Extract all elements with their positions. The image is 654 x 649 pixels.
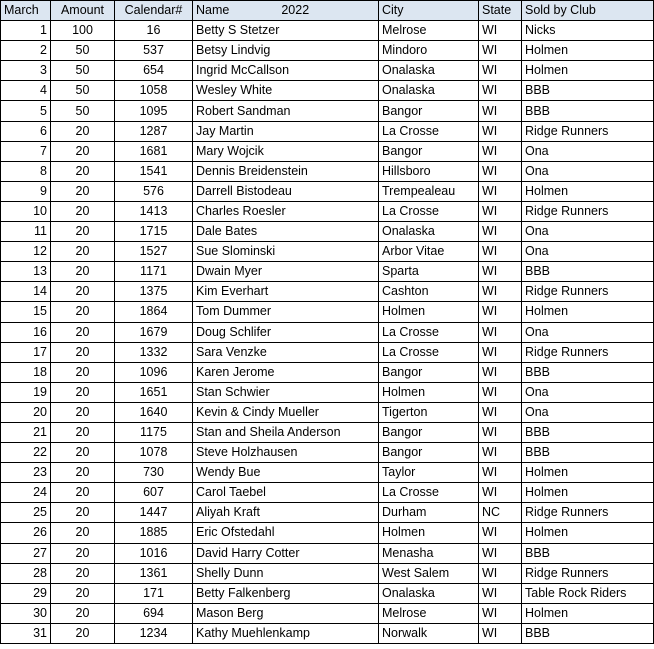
table-row [1, 201, 654, 221]
cell-amount: 20 [51, 623, 115, 643]
cell-club: Holmen [522, 61, 654, 81]
cell-amount: 50 [51, 41, 115, 61]
table-row [1, 543, 654, 563]
cell-name: Karen Jerome [193, 362, 379, 382]
cell-calendar: 607 [115, 483, 193, 503]
cell-city: Bangor [379, 141, 479, 161]
cell-city: Sparta [379, 262, 479, 282]
cell-club: Ridge Runners [522, 563, 654, 583]
cell-amount: 100 [51, 21, 115, 41]
cell-amount: 20 [51, 443, 115, 463]
cell-state: WI [479, 603, 522, 623]
cell-city: Tigerton [379, 402, 479, 422]
table-row [1, 523, 654, 543]
cell-calendar: 1171 [115, 262, 193, 282]
cell-club: Holmen [522, 483, 654, 503]
table-row [1, 603, 654, 623]
cell-club: BBB [522, 422, 654, 442]
cell-amount: 20 [51, 222, 115, 242]
cell-club: Ridge Runners [522, 201, 654, 221]
cell-calendar: 1095 [115, 101, 193, 121]
cell-state: WI [479, 563, 522, 583]
cell-march: 15 [1, 302, 51, 322]
table-row [1, 503, 654, 523]
cell-name: Darrell Bistodeau [193, 181, 379, 201]
cell-name: Tom Dummer [193, 302, 379, 322]
cell-calendar: 1541 [115, 161, 193, 181]
cell-march: 1 [1, 21, 51, 41]
cell-club: Ridge Runners [522, 121, 654, 141]
cell-city: La Crosse [379, 201, 479, 221]
cell-city: Bangor [379, 422, 479, 442]
cell-city: Hillsboro [379, 161, 479, 181]
cell-city: Menasha [379, 543, 479, 563]
header-year: 2022 [281, 3, 310, 18]
cell-city: Bangor [379, 443, 479, 463]
cell-state: WI [479, 141, 522, 161]
table-row [1, 443, 654, 463]
cell-state: WI [479, 282, 522, 302]
cell-amount: 20 [51, 523, 115, 543]
table-row [1, 483, 654, 503]
cell-march: 13 [1, 262, 51, 282]
cell-amount: 20 [51, 181, 115, 201]
cell-name: Shelly Dunn [193, 563, 379, 583]
cell-calendar: 1715 [115, 222, 193, 242]
cell-name: Betty Falkenberg [193, 583, 379, 603]
table-row [1, 121, 654, 141]
cell-calendar: 1016 [115, 543, 193, 563]
cell-state: WI [479, 443, 522, 463]
cell-calendar: 1681 [115, 141, 193, 161]
table-row [1, 81, 654, 101]
cell-state: WI [479, 483, 522, 503]
cell-calendar: 1864 [115, 302, 193, 322]
cell-march: 3 [1, 61, 51, 81]
cell-march: 9 [1, 181, 51, 201]
cell-state: WI [479, 623, 522, 643]
header-city: City [379, 1, 479, 21]
cell-city: Taylor [379, 463, 479, 483]
cell-calendar: 1287 [115, 121, 193, 141]
header-march: March [1, 1, 51, 21]
cell-march: 14 [1, 282, 51, 302]
cell-city: Durham [379, 503, 479, 523]
cell-march: 30 [1, 603, 51, 623]
table-row [1, 463, 654, 483]
cell-amount: 20 [51, 262, 115, 282]
table-body [1, 21, 654, 644]
cell-march: 29 [1, 583, 51, 603]
cell-amount: 20 [51, 322, 115, 342]
cell-name: Wendy Bue [193, 463, 379, 483]
cell-state: WI [479, 41, 522, 61]
cell-name: Dennis Breidenstein [193, 161, 379, 181]
cell-calendar: 1361 [115, 563, 193, 583]
cell-state: WI [479, 201, 522, 221]
cell-club: Ona [522, 322, 654, 342]
cell-name: Dwain Myer [193, 262, 379, 282]
cell-state: WI [479, 362, 522, 382]
cell-club: Ridge Runners [522, 342, 654, 362]
cell-city: Melrose [379, 21, 479, 41]
cell-amount: 20 [51, 402, 115, 422]
cell-name: David Harry Cotter [193, 543, 379, 563]
cell-city: Arbor Vitae [379, 242, 479, 262]
table-row [1, 322, 654, 342]
cell-city: Bangor [379, 101, 479, 121]
cell-name: Doug Schlifer [193, 322, 379, 342]
cell-club: Ona [522, 141, 654, 161]
cell-calendar: 1375 [115, 282, 193, 302]
cell-amount: 20 [51, 603, 115, 623]
cell-city: Onalaska [379, 81, 479, 101]
cell-march: 5 [1, 101, 51, 121]
cell-name: Aliyah Kraft [193, 503, 379, 523]
table-row [1, 282, 654, 302]
header-row [1, 1, 654, 21]
cell-amount: 20 [51, 121, 115, 141]
cell-march: 8 [1, 161, 51, 181]
table-row [1, 563, 654, 583]
cell-state: WI [479, 61, 522, 81]
cell-state: WI [479, 21, 522, 41]
cell-club: Holmen [522, 463, 654, 483]
cell-calendar: 171 [115, 583, 193, 603]
cell-state: WI [479, 463, 522, 483]
table-row [1, 382, 654, 402]
cell-name: Mary Wojcik [193, 141, 379, 161]
cell-calendar: 1332 [115, 342, 193, 362]
cell-state: WI [479, 181, 522, 201]
cell-amount: 20 [51, 282, 115, 302]
cell-amount: 20 [51, 382, 115, 402]
cell-city: La Crosse [379, 342, 479, 362]
table-row [1, 101, 654, 121]
cell-club: BBB [522, 623, 654, 643]
cell-name: Eric Ofstedahl [193, 523, 379, 543]
cell-calendar: 1640 [115, 402, 193, 422]
cell-club: Ona [522, 222, 654, 242]
cell-amount: 20 [51, 483, 115, 503]
cell-calendar: 730 [115, 463, 193, 483]
cell-calendar: 1679 [115, 322, 193, 342]
cell-name: Ingrid McCallson [193, 61, 379, 81]
cell-calendar: 1447 [115, 503, 193, 523]
cell-amount: 20 [51, 362, 115, 382]
cell-club: Holmen [522, 41, 654, 61]
cell-name: Charles Roesler [193, 201, 379, 221]
cell-calendar: 1885 [115, 523, 193, 543]
cell-city: Holmen [379, 382, 479, 402]
cell-calendar: 1527 [115, 242, 193, 262]
cell-amount: 20 [51, 583, 115, 603]
cell-club: Ridge Runners [522, 282, 654, 302]
cell-name: Steve Holzhausen [193, 443, 379, 463]
cell-state: WI [479, 242, 522, 262]
cell-march: 27 [1, 543, 51, 563]
table-row [1, 41, 654, 61]
cell-state: WI [479, 402, 522, 422]
cell-calendar: 537 [115, 41, 193, 61]
cell-calendar: 1058 [115, 81, 193, 101]
cell-club: Table Rock Riders [522, 583, 654, 603]
cell-club: BBB [522, 443, 654, 463]
table-row [1, 262, 654, 282]
cell-amount: 50 [51, 81, 115, 101]
cell-city: Bangor [379, 362, 479, 382]
cell-city: La Crosse [379, 322, 479, 342]
cell-city: Norwalk [379, 623, 479, 643]
header-state: State [479, 1, 522, 21]
cell-amount: 50 [51, 101, 115, 121]
table-row [1, 141, 654, 161]
cell-club: Ridge Runners [522, 503, 654, 523]
cell-name: Stan and Sheila Anderson [193, 422, 379, 442]
cell-march: 7 [1, 141, 51, 161]
cell-march: 4 [1, 81, 51, 101]
cell-name: Betty S Stetzer [193, 21, 379, 41]
cell-march: 17 [1, 342, 51, 362]
cell-calendar: 1175 [115, 422, 193, 442]
cell-amount: 20 [51, 201, 115, 221]
cell-name: Wesley White [193, 81, 379, 101]
header-name: Name [196, 3, 230, 18]
table-row [1, 342, 654, 362]
cell-city: West Salem [379, 563, 479, 583]
cell-calendar: 576 [115, 181, 193, 201]
cell-amount: 20 [51, 563, 115, 583]
cell-amount: 20 [51, 503, 115, 523]
cell-club: Holmen [522, 302, 654, 322]
cell-city: Trempealeau [379, 181, 479, 201]
header-calendar: Calendar# [115, 1, 193, 21]
table-row [1, 222, 654, 242]
cell-state: WI [479, 121, 522, 141]
cell-calendar: 654 [115, 61, 193, 81]
cell-state: WI [479, 422, 522, 442]
cell-city: La Crosse [379, 483, 479, 503]
cell-state: WI [479, 322, 522, 342]
cell-city: Holmen [379, 302, 479, 322]
cell-club: BBB [522, 81, 654, 101]
cell-name: Sue Slominski [193, 242, 379, 262]
cell-name: Robert Sandman [193, 101, 379, 121]
cell-name: Stan Schwier [193, 382, 379, 402]
cell-city: Onalaska [379, 61, 479, 81]
cell-name: Kevin & Cindy Mueller [193, 402, 379, 422]
cell-state: WI [479, 583, 522, 603]
cell-club: Holmen [522, 603, 654, 623]
cell-march: 22 [1, 443, 51, 463]
table-row [1, 583, 654, 603]
header-name-cell [193, 1, 379, 21]
table-row [1, 61, 654, 81]
cell-name: Carol Taebel [193, 483, 379, 503]
cell-city: Holmen [379, 523, 479, 543]
cell-march: 26 [1, 523, 51, 543]
cell-march: 25 [1, 503, 51, 523]
header-amount: Amount [51, 1, 115, 21]
cell-amount: 20 [51, 422, 115, 442]
cell-amount: 20 [51, 342, 115, 362]
cell-state: WI [479, 101, 522, 121]
cell-city: Onalaska [379, 583, 479, 603]
cell-amount: 20 [51, 161, 115, 181]
cell-march: 18 [1, 362, 51, 382]
cell-calendar: 1413 [115, 201, 193, 221]
cell-name: Kathy Muehlenkamp [193, 623, 379, 643]
cell-march: 11 [1, 222, 51, 242]
cell-calendar: 1096 [115, 362, 193, 382]
cell-state: WI [479, 262, 522, 282]
cell-club: Ona [522, 242, 654, 262]
cell-march: 21 [1, 422, 51, 442]
table-row [1, 21, 654, 41]
cell-club: Holmen [522, 181, 654, 201]
cell-march: 28 [1, 563, 51, 583]
table-row [1, 623, 654, 643]
cell-club: Ona [522, 402, 654, 422]
table-row [1, 362, 654, 382]
cell-name: Mason Berg [193, 603, 379, 623]
cell-march: 16 [1, 322, 51, 342]
cell-state: WI [479, 382, 522, 402]
cell-state: WI [479, 302, 522, 322]
cell-calendar: 16 [115, 21, 193, 41]
cell-city: La Crosse [379, 121, 479, 141]
cell-state: WI [479, 222, 522, 242]
cell-city: Onalaska [379, 222, 479, 242]
cell-city: Mindoro [379, 41, 479, 61]
table-row [1, 181, 654, 201]
cell-march: 24 [1, 483, 51, 503]
cell-amount: 20 [51, 543, 115, 563]
cell-club: Ona [522, 382, 654, 402]
cell-amount: 20 [51, 242, 115, 262]
table-row [1, 242, 654, 262]
cell-name: Betsy Lindvig [193, 41, 379, 61]
cell-club: BBB [522, 362, 654, 382]
table-row [1, 161, 654, 181]
cell-state: WI [479, 342, 522, 362]
cell-amount: 20 [51, 302, 115, 322]
cell-march: 12 [1, 242, 51, 262]
cell-amount: 50 [51, 61, 115, 81]
cell-club: Ona [522, 161, 654, 181]
cell-march: 19 [1, 382, 51, 402]
cell-state: WI [479, 161, 522, 181]
cell-state: WI [479, 523, 522, 543]
cell-state: WI [479, 81, 522, 101]
cell-march: 10 [1, 201, 51, 221]
table-row [1, 402, 654, 422]
cell-city: Melrose [379, 603, 479, 623]
cell-club: BBB [522, 101, 654, 121]
cell-march: 31 [1, 623, 51, 643]
cell-calendar: 1651 [115, 382, 193, 402]
cell-march: 6 [1, 121, 51, 141]
cell-city: Cashton [379, 282, 479, 302]
cell-name: Jay Martin [193, 121, 379, 141]
cell-club: Nicks [522, 21, 654, 41]
cell-march: 20 [1, 402, 51, 422]
cell-amount: 20 [51, 141, 115, 161]
cell-amount: 20 [51, 463, 115, 483]
cell-club: BBB [522, 262, 654, 282]
cell-name: Dale Bates [193, 222, 379, 242]
cell-calendar: 694 [115, 603, 193, 623]
cell-state: WI [479, 543, 522, 563]
cell-march: 2 [1, 41, 51, 61]
cell-calendar: 1234 [115, 623, 193, 643]
cell-state: NC [479, 503, 522, 523]
cell-name: Kim Everhart [193, 282, 379, 302]
cell-calendar: 1078 [115, 443, 193, 463]
table-row [1, 302, 654, 322]
cell-march: 23 [1, 463, 51, 483]
cell-club: Holmen [522, 523, 654, 543]
header-club: Sold by Club [522, 1, 654, 21]
cell-name: Sara Venzke [193, 342, 379, 362]
table-row [1, 422, 654, 442]
cell-club: BBB [522, 543, 654, 563]
